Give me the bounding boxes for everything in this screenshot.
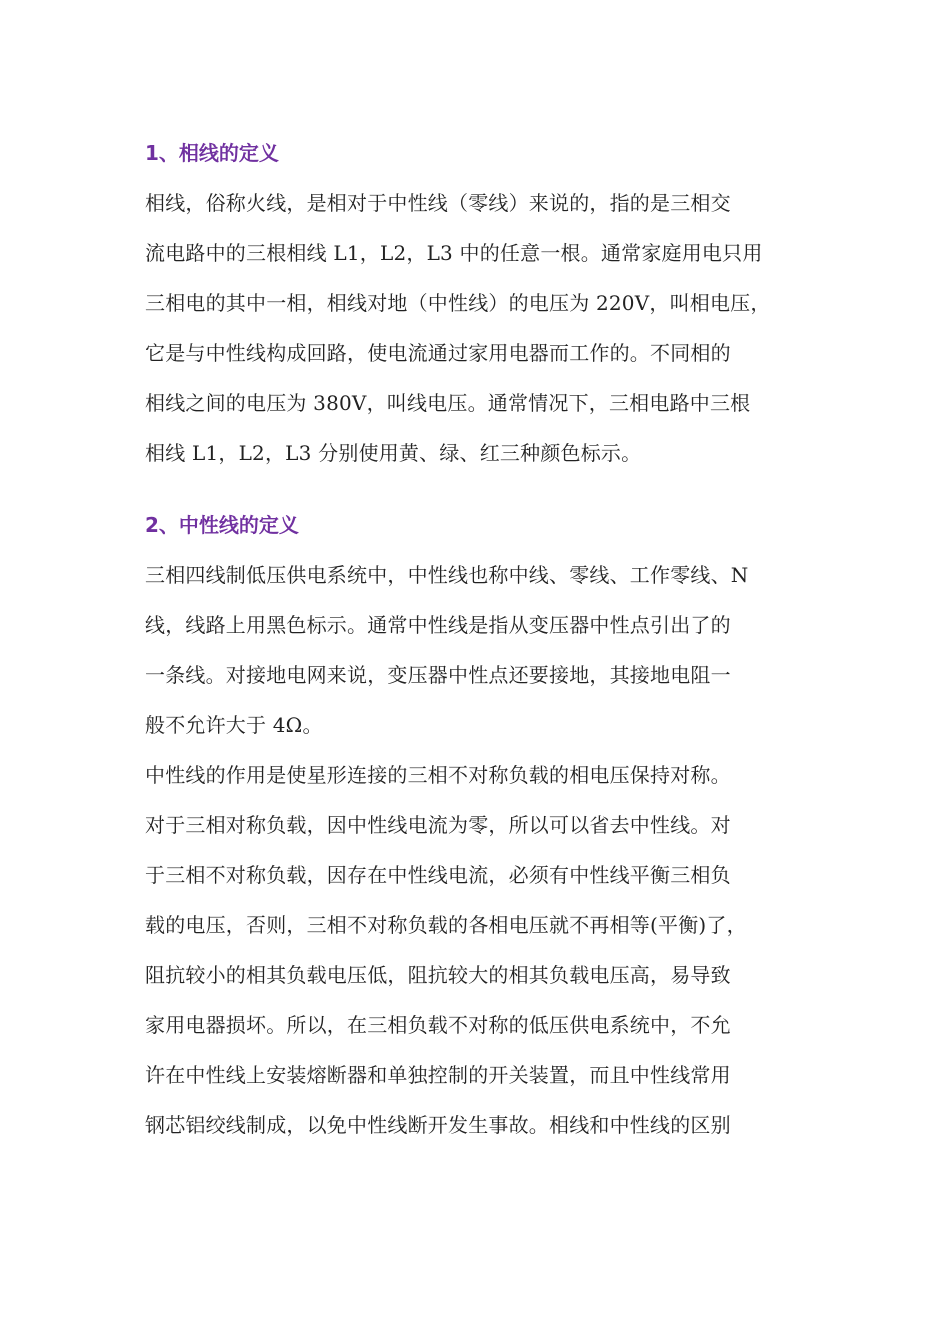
section-2-heading: 2、中性线的定义 [145, 513, 299, 537]
paragraph-line: 相线 L1，L2，L3 分别使用黄、绿、红三种颜色标示。 [145, 441, 642, 465]
paragraph-line: 于三相不对称负载，因存在中性线电流，必须有中性线平衡三相负 [145, 863, 731, 887]
paragraph-line: 阻抗较小的相其负载电压低，阻抗较大的相其负载电压高，易导致 [145, 963, 731, 987]
section-2-paragraph-2 [145, 750, 805, 1150]
paragraph-line: 一条线。对接地电网来说，变压器中性点还要接地，其接地电阻一 [145, 663, 731, 687]
paragraph-line: 钢芯铝绞线制成，以免中性线断开发生事故。相线和中性线的区别 [145, 1113, 731, 1137]
section-spacer [145, 478, 805, 500]
paragraph-line: 流电路中的三根相线 L1，L2，L3 中的任意一根。通常家庭用电只用 [145, 241, 763, 265]
section-1-paragraph [145, 178, 805, 478]
section-1-heading: 1、相线的定义 [145, 141, 279, 165]
paragraph-line: 家用电器损坏。所以，在三相负载不对称的低压供电系统中，不允 [145, 1013, 731, 1037]
paragraph-line: 三相四线制低压供电系统中，中性线也称中线、零线、工作零线、N [145, 563, 749, 587]
paragraph-line: 它是与中性线构成回路，使电流通过家用电器而工作的。不同相的 [145, 341, 731, 365]
section-2-paragraph-1 [145, 550, 805, 750]
paragraph-line: 对于三相对称负载，因中性线电流为零，所以可以省去中性线。对 [145, 813, 731, 837]
document-content [145, 128, 805, 1150]
paragraph-line: 相线之间的电压为 380V，叫线电压。通常情况下，三相电路中三根 [145, 391, 751, 415]
paragraph-line: 中性线的作用是使星形连接的三相不对称负载的相电压保持对称。 [145, 763, 731, 787]
paragraph-line: 相线，俗称火线，是相对于中性线（零线）来说的，指的是三相交 [145, 191, 731, 215]
paragraph-line: 线，线路上用黑色标示。通常中性线是指从变压器中性点引出了的 [145, 613, 731, 637]
paragraph-line: 三相电的其中一相，相线对地（中性线）的电压为 220V，叫相电压， [145, 291, 771, 315]
paragraph-line: 载的电压，否则，三相不对称负载的各相电压就不再相等(平衡)了， [145, 913, 747, 937]
paragraph-line: 许在中性线上安装熔断器和单独控制的开关装置，而且中性线常用 [145, 1063, 731, 1087]
paragraph-line: 般不允许大于 4Ω。 [145, 713, 323, 737]
